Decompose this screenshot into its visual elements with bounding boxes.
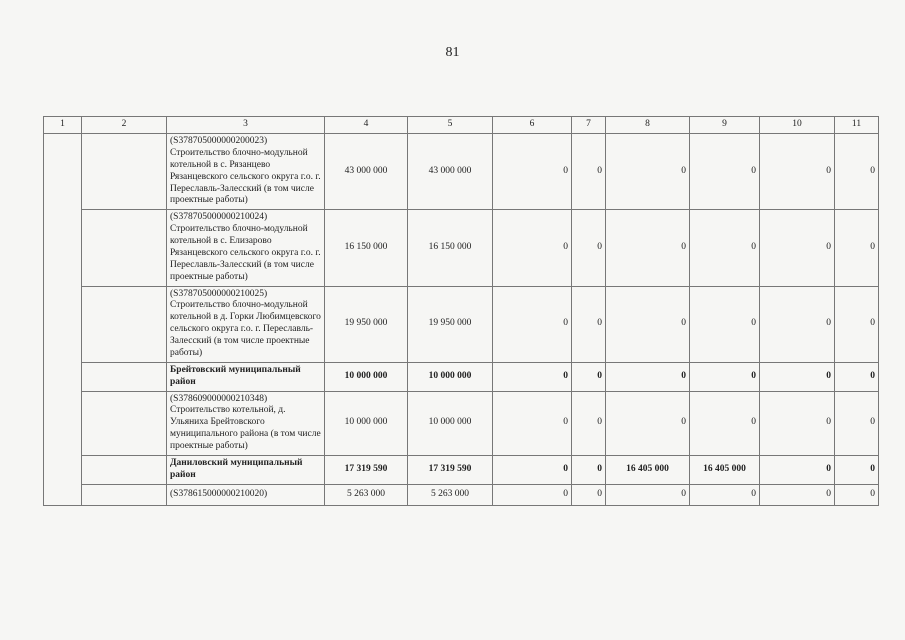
- value-cell: 0: [690, 134, 760, 210]
- value-cell: 16 405 000: [690, 455, 760, 484]
- value-cell: 0: [493, 455, 572, 484]
- header-cell: 8: [606, 117, 690, 134]
- value-cell: 0: [606, 134, 690, 210]
- row-description: Брейтовский муниципальный район: [167, 362, 325, 391]
- table-row-subtotal: [44, 455, 879, 484]
- col2-cell: [82, 134, 167, 210]
- col1-merged-cell: [44, 134, 82, 506]
- value-cell: 0: [760, 210, 835, 286]
- value-cell: 0: [572, 210, 606, 286]
- table-row-subtotal: [44, 362, 879, 391]
- header-cell: 7: [572, 117, 606, 134]
- value-cell: 0: [760, 286, 835, 362]
- row-description: (S378705000000210024) Строительство блочно-модульной котельной в с. Елизарово Рязанцевского сельского округа г.о. г. Переславль-Залесский (в том числе проектные работы): [167, 210, 325, 286]
- header-row: [44, 117, 879, 134]
- col2-cell: [82, 210, 167, 286]
- value-cell: 0: [493, 391, 572, 455]
- value-cell: 17 319 590: [408, 455, 493, 484]
- value-cell: 0: [760, 391, 835, 455]
- value-cell: 0: [690, 210, 760, 286]
- table-row: [44, 134, 879, 210]
- value-cell: 0: [690, 484, 760, 505]
- value-cell: 10 000 000: [408, 362, 493, 391]
- header-cell: 10: [760, 117, 835, 134]
- table-row: [44, 484, 879, 505]
- value-cell: 0: [493, 134, 572, 210]
- value-cell: 0: [835, 455, 879, 484]
- value-cell: 0: [835, 484, 879, 505]
- row-description: (S378705000000200023) Строительство блочно-модульной котельной в с. Рязанцево Рязанцевского сельского округа г.о. г. Переславль-Залесский (в том числе проектные работы): [167, 134, 325, 210]
- value-cell: 0: [690, 362, 760, 391]
- value-cell: 0: [493, 286, 572, 362]
- value-cell: 0: [835, 210, 879, 286]
- value-cell: 0: [572, 455, 606, 484]
- value-cell: 10 000 000: [325, 362, 408, 391]
- value-cell: 10 000 000: [325, 391, 408, 455]
- header-cell: 1: [44, 117, 82, 134]
- col2-cell: [82, 484, 167, 505]
- value-cell: 0: [572, 134, 606, 210]
- value-cell: 0: [690, 286, 760, 362]
- table-row: [44, 210, 879, 286]
- value-cell: 5 263 000: [325, 484, 408, 505]
- value-cell: 0: [606, 362, 690, 391]
- value-cell: 0: [572, 391, 606, 455]
- value-cell: 0: [760, 484, 835, 505]
- value-cell: 16 405 000: [606, 455, 690, 484]
- value-cell: 5 263 000: [408, 484, 493, 505]
- col2-cell: [82, 391, 167, 455]
- value-cell: 0: [572, 286, 606, 362]
- header-cell: 2: [82, 117, 167, 134]
- value-cell: 0: [760, 134, 835, 210]
- table-body: [44, 134, 879, 506]
- value-cell: 16 150 000: [408, 210, 493, 286]
- value-cell: 19 950 000: [408, 286, 493, 362]
- value-cell: 0: [493, 362, 572, 391]
- row-description: (S378705000000210025) Строительство блочно-модульной котельной в д. Горки Любимцевского сельского округа г.о. г. Переславль-Залесский (в том числе проектные работы): [167, 286, 325, 362]
- value-cell: 16 150 000: [325, 210, 408, 286]
- value-cell: 0: [690, 391, 760, 455]
- value-cell: 0: [835, 134, 879, 210]
- value-cell: 19 950 000: [325, 286, 408, 362]
- value-cell: 0: [606, 391, 690, 455]
- header-cell: 6: [493, 117, 572, 134]
- value-cell: 0: [760, 362, 835, 391]
- header-cell: 5: [408, 117, 493, 134]
- row-description: (S378609000000210348) Строительство котельной, д. Ульяниха Брейтовского муниципального района (в том числе проектные работы): [167, 391, 325, 455]
- budget-table: [43, 116, 879, 506]
- header-cell: 3: [167, 117, 325, 134]
- header-cell: 11: [835, 117, 879, 134]
- row-description: Даниловский муниципальный район: [167, 455, 325, 484]
- table-row: [44, 391, 879, 455]
- row-description: (S378615000000210020): [167, 484, 325, 505]
- value-cell: 0: [493, 210, 572, 286]
- value-cell: 0: [572, 362, 606, 391]
- value-cell: 0: [606, 286, 690, 362]
- value-cell: 0: [606, 484, 690, 505]
- value-cell: 0: [760, 455, 835, 484]
- value-cell: 43 000 000: [408, 134, 493, 210]
- value-cell: 0: [493, 484, 572, 505]
- value-cell: 0: [835, 362, 879, 391]
- value-cell: 43 000 000: [325, 134, 408, 210]
- value-cell: 0: [606, 210, 690, 286]
- col2-cell: [82, 455, 167, 484]
- value-cell: 0: [572, 484, 606, 505]
- col2-cell: [82, 286, 167, 362]
- value-cell: 0: [835, 286, 879, 362]
- value-cell: 17 319 590: [325, 455, 408, 484]
- value-cell: 10 000 000: [408, 391, 493, 455]
- col2-cell: [82, 362, 167, 391]
- header-cell: 9: [690, 117, 760, 134]
- header-cell: 4: [325, 117, 408, 134]
- page-number: 81: [445, 45, 460, 60]
- value-cell: 0: [835, 391, 879, 455]
- table-row: [44, 286, 879, 362]
